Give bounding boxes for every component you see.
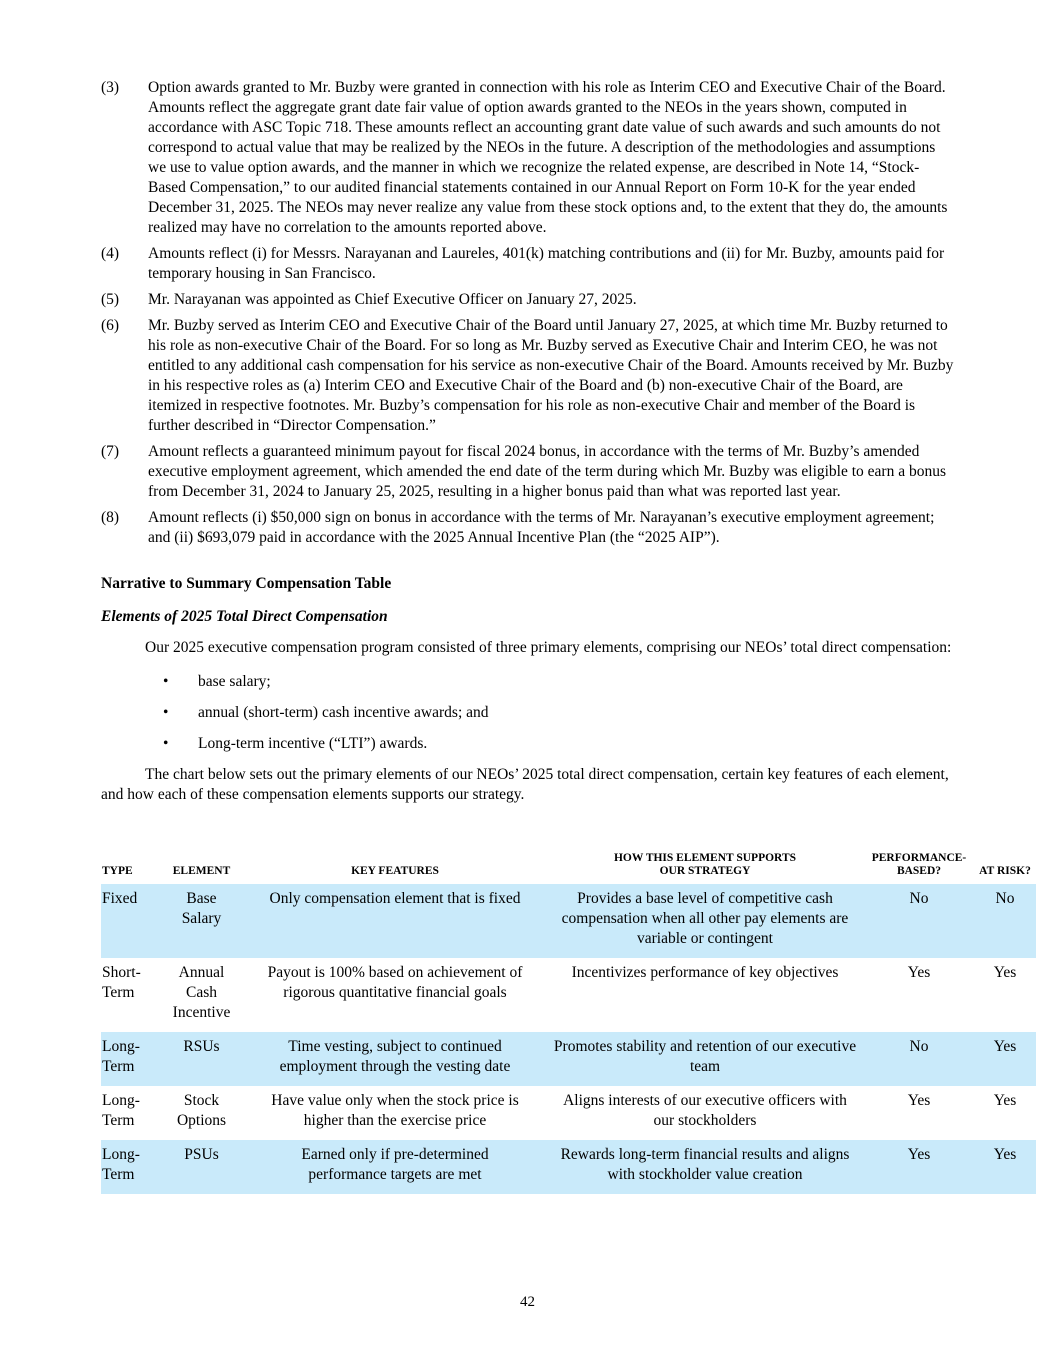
cell-key-features: Have value only when the stock price is higher than the exercise price	[271, 1092, 519, 1129]
bullet-item	[101, 672, 955, 692]
cell-key-features: Earned only if pre-determined performance targets are met	[244, 1140, 546, 1194]
table-row	[101, 1140, 1036, 1194]
cell-type: Fixed	[101, 884, 159, 958]
cell-performance-based: No	[864, 884, 974, 958]
bullet-item	[101, 734, 955, 754]
cell-type: Long-Term	[102, 1092, 140, 1129]
footnote-4	[101, 244, 955, 284]
cell-type: Long-Term	[101, 1032, 159, 1086]
cell-strategy: Incentivizes performance of key objectives	[571, 964, 839, 981]
cell-at-risk: Yes	[974, 1032, 1036, 1086]
compensation-elements-table	[101, 852, 1036, 1194]
col-header-at-risk: AT RISK?	[979, 865, 1031, 877]
col-header-key-features: KEY FEATURES	[351, 865, 439, 877]
footnote-6	[101, 316, 955, 436]
table-row	[101, 958, 1036, 1032]
table-row	[101, 1086, 1036, 1140]
footnote-number: (4)	[101, 245, 120, 262]
footnote-text: Option awards granted to Mr. Buzby were granted in connection with his role as Interim CEO and Executive Chair of the Board. Amounts reflect the aggregate grant date fair value of option awards granted to the NEOs in the years shown, computed in accordance with ASC Topic 718. These amounts reflect an accounting grant date value of such awards and such amounts do not correspond to actual value that may be realized by the NEOs in the future. A description of the methodologies and assumptions we use to value option awards, and the manner in which we recognize the related expense, are described in Note 14, “Stock-Based Compensation,” to our audited financial statements contained in our Annual Report on Form 10-K for the year ended December 31, 2025. The NEOs may never realize any value from these stock options and, to the extent that they do, the amounts realized may have no correlation to the amounts reported above.	[148, 79, 948, 236]
bullet-icon: •	[163, 735, 169, 752]
cell-type: Long-Term	[101, 1140, 159, 1194]
footnote-3	[101, 78, 955, 238]
cell-at-risk: Yes	[974, 1140, 1036, 1194]
footnote-number: (8)	[101, 509, 120, 526]
col-header-type: TYPE	[102, 865, 133, 877]
chart-intro-paragraph: The chart below sets out the primary elements of our NEOs’ 2025 total direct compensation, certain key features of each element, and how each of these compensation elements supports our strategy.	[101, 766, 949, 803]
cell-strategy: Aligns interests of our executive officers with our stockholders	[563, 1092, 847, 1129]
footnote-text: Mr. Narayanan was appointed as Chief Executive Officer on January 27, 2025.	[148, 291, 637, 308]
footnote-text: Mr. Buzby served as Interim CEO and Executive Chair of the Board until January 27, 2025, at which time Mr. Buzby returned to his role as non-executive Chair of the Board. For so long as Mr. Buzby served as Executive Chair and Interim CEO, he was not entitled to any additional cash compensation for his service as non-executive Chair of the Board. Amounts received by Mr. Buzby in his respective roles as (a) Interim CEO and Executive Chair of the Board and (b) non-executive Chair of the Board, are itemized in respective footnotes. Mr. Buzby’s compensation for his role as non-executive Chair and member of the Board is further described in “Director Compensation.”	[148, 317, 954, 434]
col-header-strategy: HOW THIS ELEMENT SUPPORTS OUR STRATEGY	[613, 852, 797, 877]
cell-performance-based: Yes	[907, 964, 931, 981]
cell-key-features: Payout is 100% based on achievement of rigorous quantitative financial goals	[267, 964, 523, 1001]
table-header-row	[101, 852, 1036, 884]
col-header-performance-based: PERFORMANCE-BASED?	[871, 852, 967, 877]
elements-subheading: Elements of 2025 Total Direct Compensation	[101, 608, 388, 625]
footnote-number: (3)	[101, 79, 120, 96]
cell-key-features: Only compensation element that is fixed	[244, 884, 546, 958]
footnote-number: (7)	[101, 443, 120, 460]
cell-at-risk: Yes	[993, 964, 1017, 981]
cell-element: PSUs	[159, 1140, 244, 1194]
cell-element: Stock Options	[176, 1092, 227, 1129]
footnote-5	[101, 290, 955, 310]
bullet-text: Long-term incentive (“LTI”) awards.	[198, 735, 428, 752]
footnote-text: Amounts reflect (i) for Messrs. Narayanan and Laureles, 401(k) matching contributions and (ii) for Mr. Buzby, amounts paid for temporary housing in San Francisco.	[148, 245, 945, 282]
cell-performance-based: Yes	[864, 1140, 974, 1194]
cell-performance-based: No	[864, 1032, 974, 1086]
cell-performance-based: Yes	[907, 1092, 931, 1109]
cell-element: Base Salary	[159, 884, 244, 958]
col-header-element: ELEMENT	[172, 865, 231, 877]
footnote-text: Amount reflects a guaranteed minimum payout for fiscal 2024 bonus, in accordance with the terms of Mr. Buzby’s amended executive employment agreement, which amended the end date of the term during which Mr. Buzby was eligible to earn a bonus from December 31, 2024 to January 25, 2025, resulting in a higher bonus paid than what was reported last year.	[148, 443, 947, 500]
cell-strategy: Promotes stability and retention of our executive team	[546, 1032, 864, 1086]
cell-key-features: Time vesting, subject to continued employment through the vesting date	[244, 1032, 546, 1086]
cell-element: RSUs	[159, 1032, 244, 1086]
table-row	[101, 884, 1036, 958]
footnote-8	[101, 508, 955, 548]
bullet-icon: •	[163, 704, 169, 721]
cell-at-risk: Yes	[993, 1092, 1017, 1109]
footnote-text: Amount reflects (i) $50,000 sign on bonus in accordance with the terms of Mr. Narayanan’s executive employment agreement; and (ii) $693,079 paid in accordance with the 2025 Annual Incentive Plan (the “2025 AIP”).	[148, 509, 935, 546]
footnotes-section	[101, 78, 955, 548]
cell-element: Annual Cash Incentive	[172, 964, 231, 1021]
bullet-text: annual (short-term) cash incentive awards; and	[198, 704, 489, 721]
bullet-item	[101, 703, 955, 723]
cell-strategy: Provides a base level of competitive cash compensation when all other pay elements are variable or contingent	[546, 884, 864, 958]
bullet-list	[101, 672, 955, 754]
bullet-icon: •	[163, 673, 169, 690]
cell-strategy: Rewards long-term financial results and aligns with stockholder value creation	[546, 1140, 864, 1194]
cell-at-risk: No	[974, 884, 1036, 958]
page-number: 42	[520, 1294, 535, 1310]
cell-type: Short-Term	[102, 964, 141, 1001]
intro-paragraph: Our 2025 executive compensation program consisted of three primary elements, comprising our NEOs’ total direct compensation:	[145, 639, 952, 656]
table-row	[101, 1032, 1036, 1086]
narrative-heading: Narrative to Summary Compensation Table	[101, 575, 392, 592]
footnote-number: (6)	[101, 317, 120, 334]
footnote-number: (5)	[101, 291, 120, 308]
bullet-text: base salary;	[198, 673, 271, 690]
footnote-7	[101, 442, 955, 502]
